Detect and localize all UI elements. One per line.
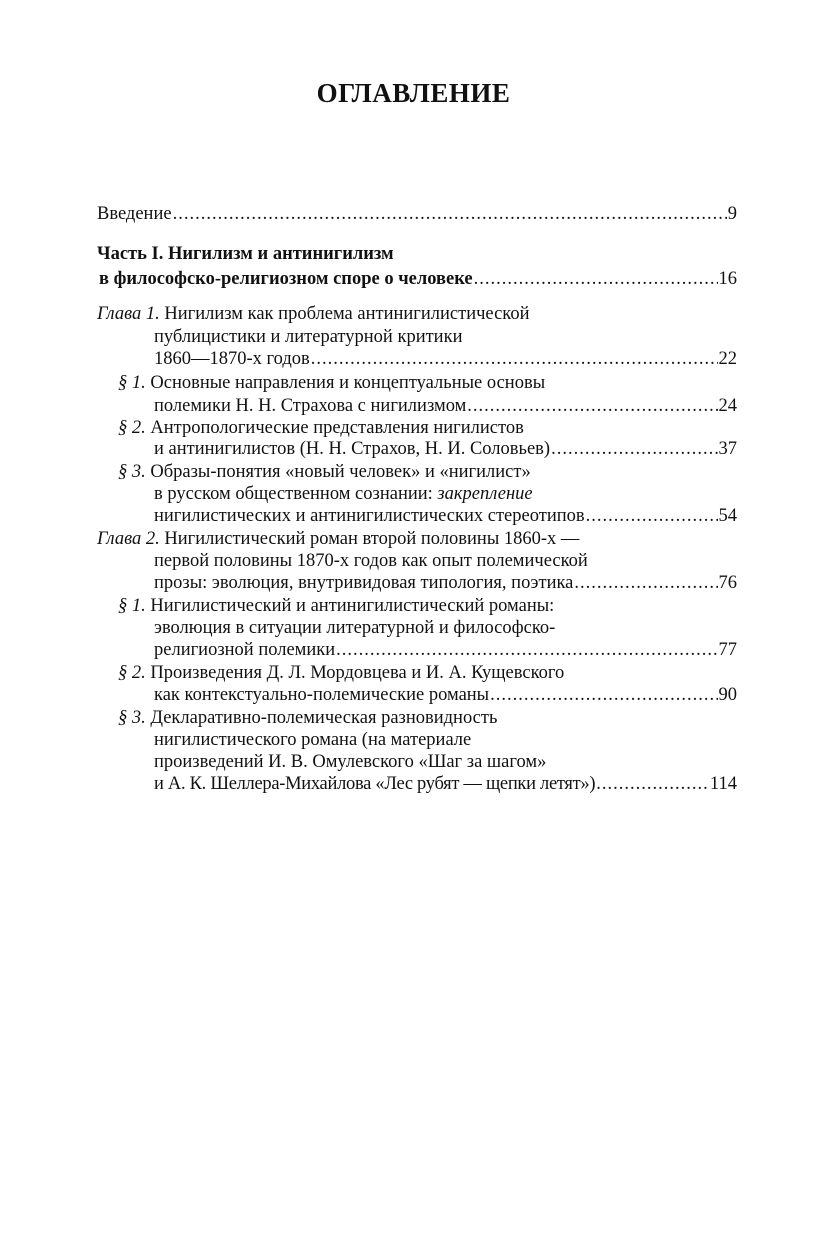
section-prefix: § 1. [118, 373, 146, 393]
chapter-prefix: Глава 1. [97, 304, 160, 324]
toc-entry-chapter2 [154, 571, 737, 595]
dot-leader [551, 437, 717, 461]
page-number: 90 [718, 685, 737, 705]
toc-entry-chapter1 [154, 347, 737, 371]
toc-chapter2-line1: Глава 2. Нигилистический роман второй половины 1860-х — [97, 529, 580, 549]
toc-section-2-3-line1: § 3. Декларативно-полемическая разновидность [118, 708, 498, 728]
chapter-prefix: Глава 2. [97, 529, 160, 549]
page-number: 76 [718, 573, 737, 593]
toc-section-1-3-line1: § 3. Образы-понятия «новый человек» и «нигилист» [118, 462, 531, 482]
toc-entry-section-2-1 [154, 638, 737, 662]
toc-section-2-3-line3: произведений И. В. Омулевского «Шаг за шагом» [154, 752, 547, 772]
toc-section-2-3-line2: нигилистического романа (на материале [154, 730, 472, 750]
toc-chapter2-line2: первой половины 1870-х годов как опыт полемической [154, 551, 588, 571]
dot-leader [574, 571, 717, 595]
page-number: 37 [718, 439, 737, 459]
toc-entry-label: нигилистических и антинигилистических стереотипов [154, 506, 585, 526]
toc-entry-section-1-2 [154, 437, 737, 461]
page-number: 22 [718, 349, 737, 369]
toc-entry-section-1-3 [154, 504, 737, 528]
toc-entry-label: в философско-религиозном споре о человеке [99, 269, 473, 289]
toc-entry-label: 1860—1870-х годов [154, 349, 310, 369]
toc-entry-label: как контекстуально-полемические романы [154, 685, 490, 705]
page-number: 114 [709, 774, 737, 794]
toc-entry-label: Введение [97, 204, 172, 224]
toc-entry-label: прозы: эволюция, внутривидовая типология, поэтика [154, 573, 574, 593]
dot-leader [596, 772, 709, 796]
section-prefix: § 3. [118, 462, 146, 482]
page-number: 54 [718, 506, 737, 526]
toc-part-title-line1: Часть I. Нигилизм и антинигилизм [97, 244, 394, 264]
toc-chapter1-line2: публицистики и литературной критики [154, 327, 463, 347]
toc-entry-section-1-1 [154, 394, 737, 418]
page-number: 9 [727, 204, 737, 224]
page-number: 24 [718, 396, 737, 416]
toc-section-2-2-line1: § 2. Произведения Д. Л. Мордовцева и И. А. Кущевского [118, 663, 565, 683]
page-number: 16 [718, 269, 737, 289]
dot-leader [173, 202, 727, 226]
toc-entry-part1 [97, 267, 737, 291]
section-prefix: § 1. [118, 596, 146, 616]
section-prefix: § 2. [118, 663, 146, 683]
toc-section-1-2-line1: § 2. Антропологические представления нигилистов [118, 418, 524, 438]
dot-leader [586, 504, 718, 528]
toc-section-2-1-line1: § 1. Нигилистический и антинигилистический романы: [118, 596, 555, 616]
section-prefix: § 3. [118, 708, 146, 728]
page-number: 77 [718, 640, 737, 660]
toc-entry-label: религиозной полемики [154, 640, 336, 660]
toc-section-1-1-line1: § 1. Основные направления и концептуальные основы [118, 373, 546, 393]
section-prefix: § 2. [118, 418, 146, 438]
toc-chapter1-line1: Глава 1. Нигилизм как проблема антинигилистической [97, 304, 530, 324]
dot-leader [311, 347, 718, 371]
toc-entry-label: и антинигилистов (Н. Н. Страхов, Н. И. Соловьев) [154, 439, 551, 459]
toc-entry-section-2-3 [154, 772, 737, 796]
toc-section-2-1-line2: эволюция в ситуации литературной и философско- [154, 618, 556, 638]
dot-leader [490, 683, 717, 707]
toc-entry-label: и А. К. Шеллера-Михайлова «Лес рубят — щепки летят») [154, 774, 596, 794]
toc-entry-label: полемики Н. Н. Страхова с нигилизмом [154, 396, 467, 416]
toc-section-1-3-line2: в русском общественном сознании: закрепление [154, 484, 533, 504]
toc-entry-section-2-2 [154, 683, 737, 707]
dot-leader [474, 267, 718, 291]
dot-leader [336, 638, 717, 662]
toc-entry-intro [97, 202, 737, 226]
page-title: ОГЛАВЛЕНИЕ [316, 78, 511, 108]
dot-leader [467, 394, 717, 418]
